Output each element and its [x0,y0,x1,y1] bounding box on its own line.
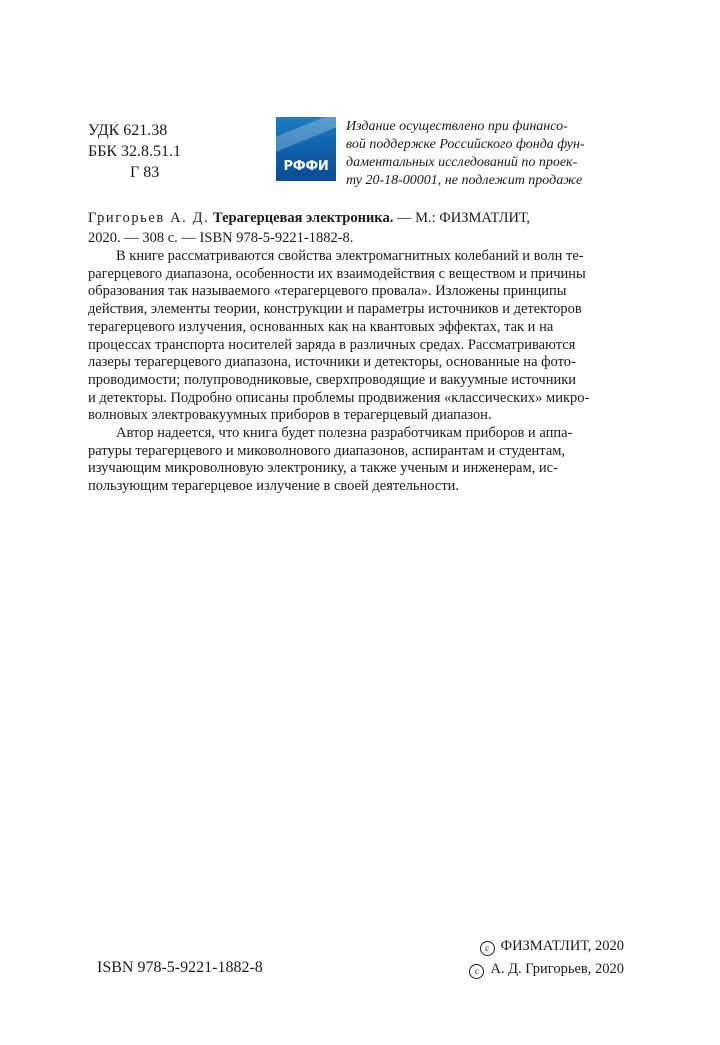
copyright-symbol-icon: c [480,941,495,956]
citation-details: 2020. — 308 с. — ISBN 978-5-9221-1882-8. [88,230,354,246]
funding-line: Издание осуществлено при финансо- [346,119,568,134]
abstract-line: процессах транспорта носителей заряда в различных средах. Рассматриваются [88,336,576,353]
copyright-publisher-text: ФИЗМАТЛИТ, 2020 [500,938,624,954]
copyright-symbol-icon: c [469,964,484,979]
citation-author: Григорьев А. Д. [88,210,210,226]
abstract-line: ратуры терагерцевого и миковолнового диапазонов, аспирантам и студентам, [88,442,566,459]
logo-streak [276,117,336,153]
abstract-line: лазеры терагерцевого диапазона, источники и детекторы, основанные на фото- [88,354,576,371]
funding-line: вой поддержке Российского фонда фун- [346,137,585,152]
copyright-publisher [469,935,624,958]
author-mark: Г 83 [130,164,160,181]
abstract-line: действия, элементы теории, конструкции и параметры источников и детекторов [88,301,582,318]
logo-text: РФФИ [283,159,329,174]
abstract-paragraph-2 [88,425,632,496]
abstract [88,248,632,496]
udk-code: УДК 621.38 [88,122,168,139]
abstract-line: В книге рассматриваются свойства электромагнитных колебаний и волн те- [116,248,584,264]
classification-codes [88,120,181,183]
citation-publisher: — М.: ФИЗМАТЛИТ, [393,210,531,226]
funding-line: ту 20-18-00001, не подлежит продаже [346,173,583,188]
abstract-line: волновых электровакуумных приборов в терагерцевый диапазон. [88,407,492,424]
abstract-line: и детекторы. Подробно описаны проблемы продвижения «классических» микро- [88,389,590,406]
rffi-logo [276,117,336,181]
funding-note [346,118,628,190]
isbn: ISBN 978-5-9221-1882-8 [97,959,263,976]
bibliographic-citation [88,208,632,248]
abstract-line: образования так называемого «терагерцевого провала». Изложены принципы [88,283,567,300]
abstract-line: пользующим терагерцевое излучение в своей деятельности. [88,478,460,495]
copyright-block [469,935,624,981]
abstract-line: терагерцевого излучения, основанных как на квантовых эффектах, так и на [88,318,554,335]
bbk-code: ББК 32.8.51.1 [88,143,182,160]
copyright-author [469,958,624,981]
funding-line: даментальных исследований по проек- [346,155,578,170]
copyright-author-text: А. Д. Григорьев, 2020 [490,961,624,977]
abstract-line: рагерцевого диапазона, особенности их взаимодействия с веществом и причины [88,265,586,282]
abstract-line: Автор надеется, что книга будет полезна разработчикам приборов и аппа- [116,425,573,442]
abstract-paragraph-1 [88,248,632,425]
abstract-line: изучающим микроволновую электронику, а также ученым и инженерам, ис- [88,460,558,477]
abstract-line: проводимости; полупроводниковые, сверхпроводящие и вакуумные источники [88,371,577,388]
citation-title: Терагерцевая электроника. [212,210,394,226]
